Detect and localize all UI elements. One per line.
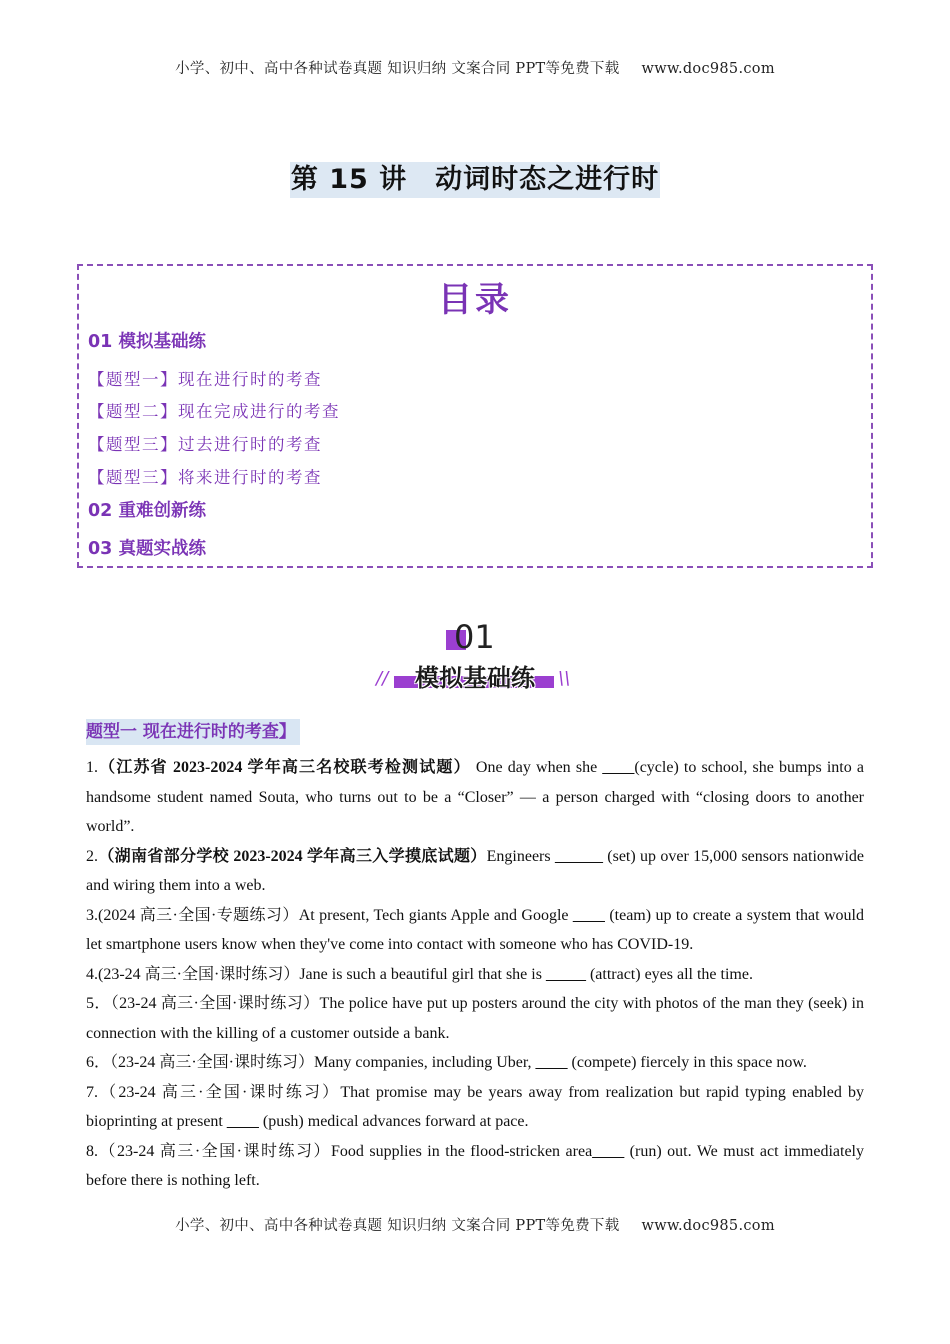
toc-item-section-03[interactable]: 03 真题实战练: [88, 539, 206, 559]
question-item: [86, 1048, 864, 1078]
toc-item-type-4[interactable]: 【题型三】将来进行时的考查: [88, 468, 322, 487]
table-of-contents: [77, 264, 873, 568]
question-number: 1.: [86, 759, 98, 776]
question-text-after: (run) out. We must act immediately before there is nothing left.: [86, 1142, 864, 1189]
question-item: [86, 989, 864, 1048]
header-text: 小学、初中、高中各种试卷真题 知识归纳 文案合同 PPT等免费下载: [175, 61, 620, 77]
question-text-after: (set) up over 15,000 sensors nationwide and wiring them into a web.: [86, 847, 864, 894]
question-source: （23-24 高三·全国·课时练习）: [110, 995, 320, 1012]
question-text-before: The police have put up posters around the city with photos of the man they: [319, 995, 809, 1012]
question-text-after: (cycle) to school, she bumps into a handsome student named Souta, who turns out to be a “Closer” — a person charged with “closing doors to another world”.: [86, 759, 864, 835]
toc-heading: 目录: [438, 280, 512, 320]
question-number: 8.: [86, 1142, 98, 1160]
question-text-before: Engineers: [486, 847, 555, 865]
question-item: [86, 842, 864, 901]
question-number: 4.: [86, 965, 98, 983]
badge-number: 01: [454, 618, 495, 656]
question-source: （江苏省 2023-2024 学年高三名校联考检测试题）: [98, 759, 471, 776]
question-item: [86, 1137, 864, 1196]
toc-item-section-02[interactable]: 02 重难创新练: [88, 501, 206, 521]
question-text-before: One day when she: [470, 759, 603, 776]
question-item: [86, 960, 864, 990]
question-type-heading: 题型一 现在进行时的考查】: [86, 719, 300, 745]
question-text-before: Many companies, including Uber,: [314, 1054, 536, 1071]
badge-right-mark: \\: [558, 668, 571, 689]
page-header: [0, 57, 950, 78]
answer-blank[interactable]: _____: [545, 965, 586, 983]
question-item: [86, 753, 864, 842]
question-list: [86, 753, 864, 1196]
question-text-after: (push) medical advances forward at pace.: [258, 1113, 529, 1130]
toc-item-type-1[interactable]: 【题型一】现在进行时的考查: [88, 370, 322, 389]
answer-blank[interactable]: ____: [226, 1113, 259, 1130]
question-text-before: Jane is such a beautiful girl that she is: [299, 965, 546, 983]
footer-site[interactable]: www.doc985.com: [641, 1218, 775, 1234]
question-source: （23-24 高三·全国·课时练习）: [98, 1083, 341, 1101]
badge-title: 模拟基础练: [415, 664, 535, 692]
question-text-after: (attract) eyes all the time.: [585, 965, 753, 983]
question-number: 7.: [86, 1083, 98, 1101]
page-footer: [0, 1214, 950, 1235]
question-source: (23-24 高三·全国·课时练习）: [98, 965, 300, 983]
question-text-before: That promise may be years away from realization but rapid typing enabled by bioprinting at present: [86, 1083, 864, 1130]
question-item: [86, 901, 864, 960]
question-source: （23-24 高三·全国·课时练习）: [110, 1054, 315, 1071]
question-text-before: Food supplies in the flood-stricken area: [330, 1142, 593, 1160]
answer-blank[interactable]: ____: [572, 906, 605, 924]
question-text-after: (seek) in connection with the killing of a customer outside a bank.: [86, 995, 864, 1042]
badge-left-mark: //: [376, 668, 389, 689]
section-badge: [370, 616, 580, 696]
question-source: (2024 高三·全国·专题练习）: [98, 906, 299, 924]
question-number: 6．: [86, 1054, 111, 1071]
question-number: 5．: [86, 995, 111, 1012]
footer-text: 小学、初中、高中各种试卷真题 知识归纳 文案合同 PPT等免费下载: [175, 1218, 620, 1234]
question-number: 3.: [86, 906, 98, 924]
answer-blank[interactable]: ____: [592, 1142, 625, 1160]
answer-blank[interactable]: ____: [602, 759, 635, 776]
question-text-before: At present, Tech giants Apple and Google: [298, 906, 573, 924]
toc-item-section-01[interactable]: 01 模拟基础练: [88, 332, 206, 352]
document-title: 第 15 讲 动词时态之进行时: [290, 162, 660, 198]
question-number: 2.: [86, 847, 98, 865]
answer-blank[interactable]: ______: [554, 847, 603, 865]
question-item: [86, 1078, 864, 1137]
toc-item-type-3[interactable]: 【题型三】过去进行时的考查: [88, 435, 322, 454]
answer-blank[interactable]: ____: [535, 1054, 568, 1071]
question-text-after: (team) up to create a system that would let smartphone users know when they've come into contact with someone who has COVID-19.: [86, 906, 864, 953]
header-site[interactable]: www.doc985.com: [641, 61, 775, 77]
toc-item-type-2[interactable]: 【题型二】现在完成进行的考查: [88, 402, 340, 421]
question-source: （23-24 高三·全国·课时练习）: [98, 1142, 331, 1160]
question-text-after: (compete) fiercely in this space now.: [567, 1054, 807, 1071]
question-source: （湖南省部分学校 2023-2024 学年高三入学摸底试题）: [98, 847, 487, 865]
